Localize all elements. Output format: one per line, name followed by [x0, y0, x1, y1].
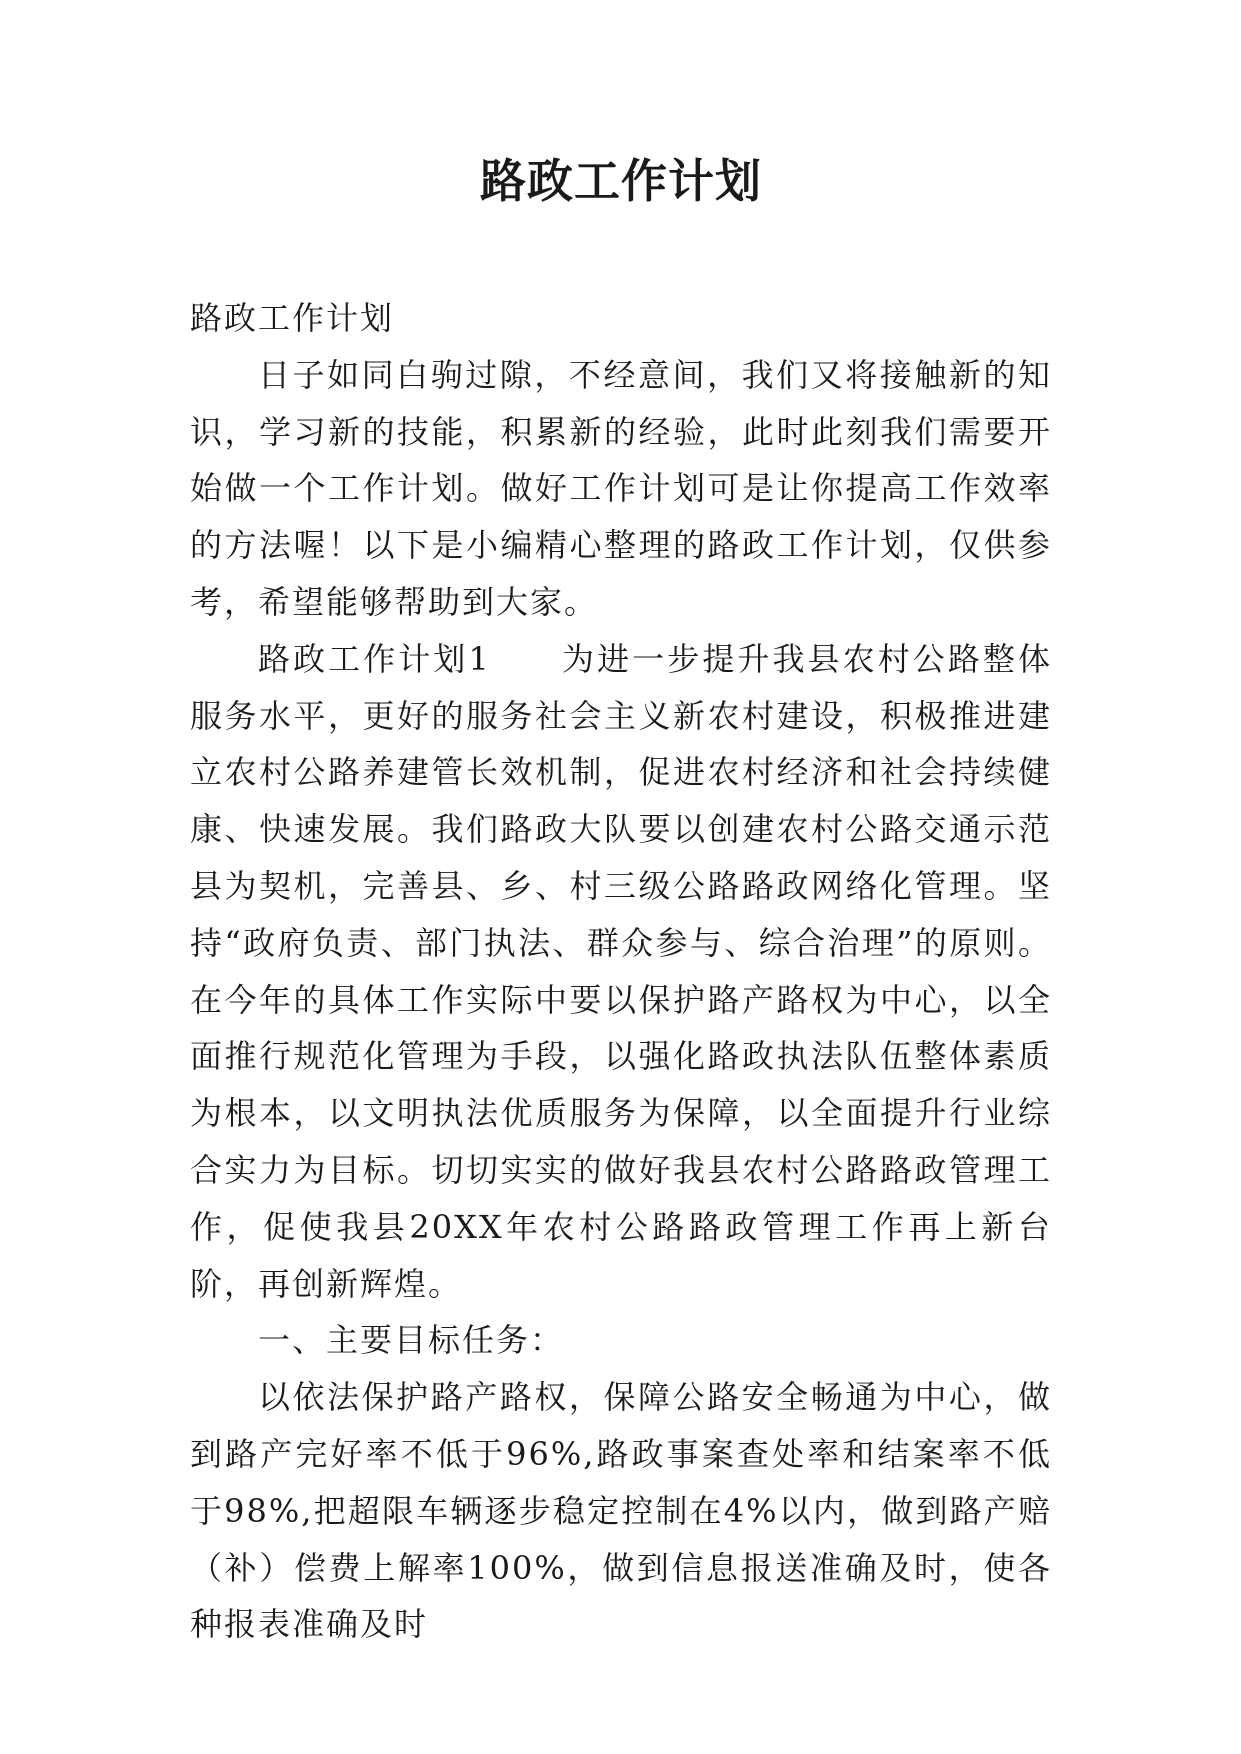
- document-body: [190, 290, 1052, 1653]
- paragraph-heading: 路政工作计划: [190, 299, 395, 337]
- paragraph-plan-1: 路政工作计划1 为进一步提升我县农村公路整体服务水平，更好的服务社会主义新农村建设，积极推进建立农村公路养建管长效机制，促进农村经济和社会持续健康、快速发展。我们路政大队要以创建农村公路交通示范县为契机，完善县、乡、村三级公路路政网络化管理。坚持“政府负责、部门执法、群众参与、综合治理”的原则。在今年的具体工作实际中要以保护路产路权为中心，以全面推行规范化管理为手段，以强化路政执法队伍整体素质为根本，以文明执法优质服务为保障，以全面提升行业综合实力为目标。切切实实的做好我县农村公路路政管理工作，促使我县20XX年农村公路路政管理工作再上新台阶，再创新辉煌。: [190, 639, 1052, 1303]
- paragraph-targets: 以依法保护路产路权，保障公路安全畅通为中心，做到路产完好率不低于96%,路政事案查处率和结案率不低于98%,把超限车辆逐步稳定控制在4%以内，做到路产赔（补）偿费上解率100%，做到信息报送准确及时，使各种报表准确及时: [190, 1378, 1052, 1644]
- document-title: 路政工作计划: [480, 154, 762, 208]
- paragraph-intro: 日子如同白驹过隙，不经意间，我们又将接触新的知识，学习新的技能，积累新的经验，此时此刻我们需要开始做一个工作计划。做好工作计划可是让你提高工作效率的方法喔！以下是小编精心整理的路政工作计划，仅供参考，希望能够帮助到大家。: [190, 355, 1052, 621]
- paragraph-section-heading: 一、主要目标任务：: [258, 1321, 565, 1360]
